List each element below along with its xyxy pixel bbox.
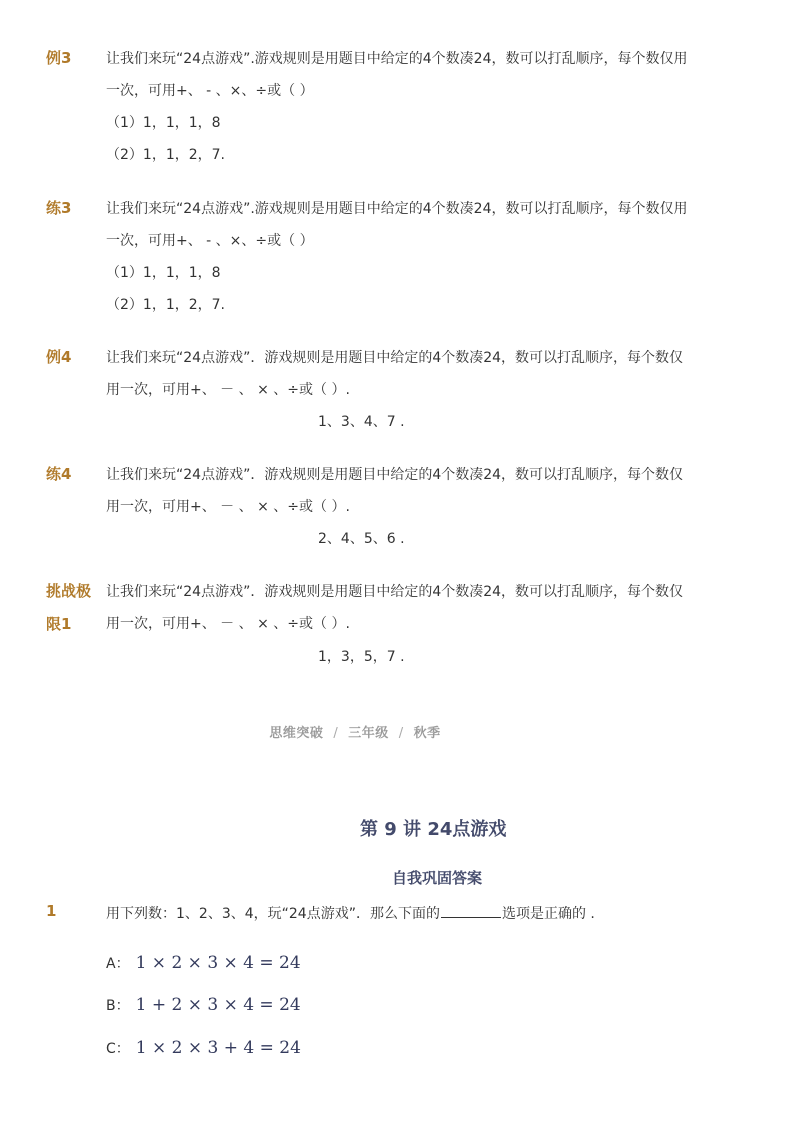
challenge-1-numbers: 1，3，5，7 . [318, 649, 405, 665]
challenge-1-text-line-2: 用一次，可用+、 － 、 × 、÷或（ ）. [106, 616, 350, 632]
option-a-letter: A： [106, 956, 130, 972]
example-3-text-line-2: 一次，可用+、 - 、×、÷或（ ） [106, 83, 314, 99]
footer-separator: / [333, 726, 339, 741]
lesson-title: 第 9 讲 24点游戏 [360, 819, 507, 840]
footer-separator: / [398, 726, 404, 741]
practice-3-label: 练3 [46, 199, 72, 217]
example-3-case-1: （1）1，1，1，8 [106, 115, 221, 131]
challenge-1-label-line-2: 限1 [46, 615, 72, 633]
option-c-letter: C： [106, 1041, 130, 1057]
option-a [106, 953, 301, 973]
question-1-label: 1 [46, 902, 57, 920]
practice-3-text-line-2: 一次，可用+、 - 、×、÷或（ ） [106, 233, 314, 249]
footer-grade: 三年级 [348, 726, 389, 741]
practice-4-label: 练4 [46, 465, 72, 483]
footer-term: 秋季 [413, 726, 441, 741]
practice-4-numbers: 2、4、5、6 . [318, 531, 405, 547]
practice-3-text-line-1: 让我们来玩“24点游戏”.游戏规则是用题目中给定的4个数凑24，数可以打乱顺序，每个数仅用 [106, 201, 688, 217]
example-4-numbers: 1、3、4、7 . [318, 414, 405, 430]
section-title: 自我巩固答案 [392, 869, 483, 887]
footer-series: 思维突破 [269, 726, 324, 741]
practice-4-text-line-1: 让我们来玩“24点游戏”．游戏规则是用题目中给定的4个数凑24，数可以打乱顺序，每个数仅 [106, 467, 684, 483]
option-b-letter: B： [106, 998, 130, 1014]
example-3-case-2: （2）1，1，2，7. [106, 147, 225, 163]
challenge-1-label-line-1: 挑战极 [46, 582, 92, 600]
practice-3-case-1: （1）1，1，1，8 [106, 265, 221, 281]
option-a-expression: 1 × 2 × 3 × 4 = 24 [135, 953, 301, 973]
challenge-1-text-line-1: 让我们来玩“24点游戏”．游戏规则是用题目中给定的4个数凑24，数可以打乱顺序，每个数仅 [106, 584, 684, 600]
page-footer [0, 722, 710, 741]
example-3-label: 例3 [46, 49, 72, 67]
question-1-text [106, 903, 595, 923]
practice-3-case-2: （2）1，1，2，7. [106, 297, 225, 313]
option-c [106, 1038, 301, 1058]
answer-blank [441, 905, 501, 918]
practice-4-text-line-2: 用一次，可用+、 － 、 × 、÷或（ ）. [106, 499, 350, 515]
example-3-text-line-1: 让我们来玩“24点游戏”.游戏规则是用题目中给定的4个数凑24，数可以打乱顺序，每个数仅用 [106, 51, 688, 67]
option-c-expression: 1 × 2 × 3 + 4 = 24 [135, 1038, 301, 1058]
option-b-expression: 1 + 2 × 3 × 4 = 24 [135, 995, 301, 1015]
option-b [106, 995, 301, 1015]
question-1-text-after: 选项是正确的 . [501, 906, 595, 922]
question-1-text-before: 用下列数：1、2、3、4，玩“24点游戏”．那么下面的 [106, 906, 440, 922]
example-4-text-line-1: 让我们来玩“24点游戏”．游戏规则是用题目中给定的4个数凑24，数可以打乱顺序，每个数仅 [106, 350, 684, 366]
example-4-label: 例4 [46, 348, 72, 366]
example-4-text-line-2: 用一次，可用+、 － 、 × 、÷或（ ）. [106, 382, 350, 398]
